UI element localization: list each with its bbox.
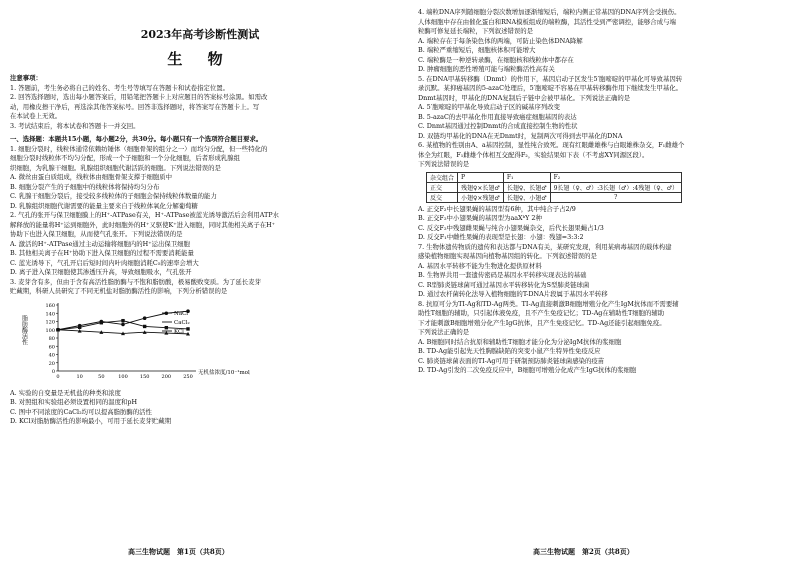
table-cell: ? <box>550 192 681 202</box>
question-line: D. TD-Ag引发的二次免疫反应中，B细胞可增殖分化成产生IgG抗体的浆细胞 <box>418 366 637 374</box>
question-line: 2. 气孔的张开与保卫细胞膜上的H⁺-ATPase有关，H⁺-ATPase被蓝光诱导激活后会利用ATP水 <box>10 211 279 219</box>
legend-label: CaCl₂ <box>174 319 190 326</box>
question-line: C. 反交F₂中残翅雌果蝇与纯合小翅果蝇杂交，后代长翅果蝇占1/3 <box>418 223 604 232</box>
x-tick-label: 0 <box>56 373 60 380</box>
legend-label: KCl <box>174 328 184 335</box>
x-tick-label: 150 <box>139 373 150 380</box>
table-cell: 长翅♀、小翅♂ <box>503 192 550 202</box>
question-line: C. Dnmt基因通过控制Dnmt的合成直接控制生物的性状 <box>418 122 578 130</box>
x-tick-label: 50 <box>98 373 105 380</box>
notice-heading: 注意事项： <box>10 74 42 82</box>
q3-chart <box>10 299 390 387</box>
data-point <box>186 327 189 330</box>
question-line: 织细胞，为乳腺干细胞。乳腺组织细胞代谢活跃的细胞。下列说法错误的是 <box>10 163 221 172</box>
table-cell: P <box>458 172 504 182</box>
y-tick-label: 160 <box>45 302 55 309</box>
question-line: 4. 端粒DNA序列随细胞分裂次数增加逐渐缩短后，端粒内侧正常基因的DNA序列会受损伤。 <box>418 8 681 16</box>
question-line: B. 5-azaC的去甲基化作用直接导致癌症细胞基因的表达 <box>418 112 577 121</box>
question-line: 协助下也进入保卫细胞，从而使气孔张开。下列说法错误的是 <box>10 230 183 238</box>
option-line: D. KCl对脂肪酶活性的影响最小，可用于延长麦芽贮藏期 <box>10 417 172 425</box>
left-column <box>10 8 390 427</box>
question-line: B. 端粒严重缩短后，细胞核体积可能增大 <box>418 46 536 54</box>
y-tick-label: 40 <box>48 352 55 358</box>
notice-line: 在本试卷上无效。 <box>10 112 62 120</box>
question-line: D. 乳腺组织细胞代谢需要的能量主要来自于线粒体氧化分解葡萄糖 <box>10 201 198 210</box>
y-tick-label: 60 <box>48 343 55 350</box>
data-point <box>121 318 124 321</box>
question-line: 细胞分裂时线粒体不均匀分配，形成一个子细胞和一个分化细胞，后者形成乳腺组 <box>10 154 241 162</box>
x-axis-label: 无机盐浓度/10⁻¹mol/L <box>198 369 250 376</box>
question-line: 体全为红眼，F₁雌雄个体相互交配得F₂，实验结果如下表（不考虑XY同源区段）。 <box>418 150 649 159</box>
table-row <box>427 192 682 202</box>
question-line: C. 乳腺干细胞分裂后，接受较多线粒体的子细胞会保持线粒体数量的能力 <box>10 192 217 200</box>
question-line: B. 其他相关离子在H⁺协助下进入保卫细胞的过程不需要消耗能量 <box>10 249 194 257</box>
question-line: 下才能刺激B细胞增殖分化产生IgG抗体，且产生免疫记忆。TD-Ag还能引起细胞免疫。 <box>418 318 666 327</box>
x-tick-label: 10 <box>76 373 83 380</box>
right-questions <box>418 8 786 170</box>
legend-label: NaCl <box>174 310 189 317</box>
q6-table <box>426 172 682 203</box>
x-tick-label: 250 <box>183 373 193 380</box>
question-line: A. 端粒存在于每条染色体的两端，可防止染色体DNA降解 <box>418 36 583 45</box>
y-tick-label: 120 <box>45 319 55 325</box>
subject-title: 生 物 <box>167 50 233 68</box>
question-line: C. 肺炎链球菌表面的TI-Ag可用于研制预防肺炎链球菌感染的疫苗 <box>418 356 605 365</box>
right-questions-cont <box>418 205 786 376</box>
table-row <box>427 182 682 192</box>
table-cell: 正交 <box>427 182 458 192</box>
q3-line-chart <box>10 299 250 387</box>
question-line: 解释放的能量将H⁺运到细胞外，此时细胞外的H⁺又驱使K⁺进入细胞，同时其他相关离子在H⁺ <box>10 220 276 229</box>
data-point <box>143 316 147 320</box>
question-line: 7. 生物体遗传物质的遗传和表达都与DNA有关，某研究发现，利用某病毒基因的载体构建 <box>418 242 672 251</box>
y-tick-label: 80 <box>48 335 55 342</box>
table-cell: 杂交组合 <box>427 172 458 182</box>
left-questions <box>10 145 390 297</box>
table-cell: F₂ <box>550 172 681 182</box>
notice-list <box>10 84 390 132</box>
x-tick-label: 100 <box>118 373 128 380</box>
question-line: Dnmt基因时，甲基化的DNA复制后子链中会被甲基化。下列说法正确的是 <box>418 93 631 102</box>
data-point <box>143 324 146 327</box>
table-cell: 反交 <box>427 192 458 202</box>
question-line: A. 微丝由蛋白质组成，线粒体由细胞骨架支撑于细胞质中 <box>10 173 173 181</box>
question-line: A. 正交F₂中长翅果蝇的基因型有6种，其中纯合子占2/9 <box>418 204 576 213</box>
table-cell: F₁ <box>503 172 550 182</box>
question-line: 助性T细胞的辅助，只引起体液免疫，且不产生免疫记忆；TD-Ag在辅助性T细胞的辅助 <box>418 309 665 317</box>
q3-options <box>10 389 390 427</box>
question-line: 3. 麦芽含有多，但由于含有高活性脂肪酶与不饱和脂肪酸，极易酸败变质。为了延长麦芽 <box>10 277 261 286</box>
notice-line: 3. 考试结束后，将本试卷和答题卡一并交回。 <box>10 121 140 130</box>
question-line: 贮藏期，科研人员研究了不同无机盐对脂肪酶活性的影响，下列分析错误的是 <box>10 287 228 295</box>
question-line: 8. 抗原可分为TI-Ag和TD-Ag两类。TI-Ag直接刺激B细胞增殖分化产生IgM抗体而不需要辅 <box>418 299 679 308</box>
data-point <box>165 325 168 328</box>
option-line: A. 实验的自变量是无机盐的种类和浓度 <box>10 388 121 397</box>
y-tick-label: 100 <box>45 327 55 334</box>
section-heading: 一、选择题：本题共15小题，每小题2分，共30分。每小题只有一个选项符合题目要求。 <box>10 135 263 143</box>
question-line: D. 双链均甲基化的DNA在无Dnmt时，复制两次可得到去甲基化的DNA <box>418 131 623 140</box>
question-line: A. 激活的H⁺-ATPase通过主动运输将细胞内的H⁺运出保卫细胞 <box>10 239 190 248</box>
y-tick-label: 0 <box>51 368 55 375</box>
question-line: 人体细胞中存在由催化蛋白和RNA模板组成的端粒酶，其活性受到严密调控，能够合成与端 <box>418 17 676 26</box>
table-cell: 长翅♀、长翅♂ <box>503 182 550 192</box>
question-line: 下列说法错误的是 <box>418 160 470 168</box>
y-tick-label: 140 <box>45 310 55 317</box>
y-tick-label: 20 <box>48 360 55 367</box>
question-line: 1. 细胞分裂时，线粒体通常依赖纺锤体（细胞骨架的组分之一）而均匀分配，但一些特化的 <box>10 144 268 153</box>
question-line: 5. 在DNA甲基转移酶（Dnmt）的作用下，基因启动子区发生5′胞嘧啶的甲基化可导致基因转 <box>418 74 683 83</box>
question-line: B. TD-Ag能引起先天性胸腺缺陷的突变小鼠产生特异性免疫反应 <box>418 347 601 355</box>
footer-right: 高三生物试题 第2页（共8页） <box>533 547 634 556</box>
question-line: A. 5′胞嘧啶的甲基化导致启动子区的碱基序列改变 <box>418 103 561 111</box>
option-line: B. 对照组和实验组必须设置相同的温度和pH <box>10 398 138 406</box>
table-cell: 9长翅（♀、♂）:3长翅（♂）:4残翅（♀、♂） <box>550 182 681 192</box>
question-line: B. 正交F₂中小翅果蝇的基因型为aaXᵇY 2种 <box>418 214 542 222</box>
data-point <box>100 321 103 324</box>
question-line: D. 通过农杆菌转化法导入植物细胞的T-DNA片段属于基因水平转移 <box>418 290 608 298</box>
question-line: D. 肿瘤细胞的恶性增殖可能与端粒酶活性高有关 <box>418 65 555 73</box>
exam-title: 2023年高考诊断性测试 <box>140 28 260 41</box>
question-line: C. 端粒酶是一种逆转录酶，在细胞核和线粒体中都存在 <box>418 55 574 64</box>
question-line: C. 蓝光诱导下，气孔开启后短时间内叶肉细胞消耗C₅的速率会增大 <box>10 258 199 267</box>
right-column <box>418 8 786 376</box>
notice-line: 1. 答题前，考生务必将自己的姓名、考生号等填写在答题卡和试卷指定位置。 <box>10 83 230 92</box>
question-line: D. 反交F₁中雌性果蝇的表现型是长翅：小翅：残翅=3:3:2 <box>418 233 584 241</box>
question-line: C. R型肺炎链球菌可通过基因水平转移转化为S型肺炎链球菌 <box>418 280 590 289</box>
table-header-row <box>427 172 682 182</box>
question-line: A. B细胞同时结合抗原和辅助性T细胞才能分化为分泌IgM抗体的浆细胞 <box>418 337 622 346</box>
question-line: A. 基因水平转移不能为生物进化提供原材料 <box>418 261 542 270</box>
table-cell: 残翅♀×长翅♂ <box>458 182 504 192</box>
notice-line: 2. 回答选择题时，选出每小题答案后，用铅笔把答题卡上对应题目的答案标号涂黑。如需改 <box>10 93 268 101</box>
question-line: D. 离子进入保卫细胞使其渗透压升高，导致细胞吸水，气孔张开 <box>10 268 192 276</box>
data-point <box>121 322 125 326</box>
question-line: B. 细胞分裂产生的子细胞中的线粒体将保持均匀分布 <box>10 182 160 191</box>
question-line: 粒酶可修复延长端粒，下列叙述错误的是 <box>418 27 534 35</box>
data-point <box>78 325 81 328</box>
notice-line: 动，用橡皮擦干净后，再选涂其他答案标号。回答非选择题时，将答案写在答题卡上。写 <box>10 102 260 111</box>
option-line: C. 图中不同浓度的CaCl₂均可以提高脂肪酶的活性 <box>10 407 152 416</box>
question-line: 6. 某植物的性别由A、a基因控制，显性纯合致死。现有红眼雌雄株与白眼雄株杂交，F₁雌雄个 <box>418 141 685 149</box>
table-cell: 小翅♀×残翅♂ <box>458 192 504 202</box>
question-line: 下列说法正确的是 <box>418 328 470 336</box>
question-line: 录沉默。某抑癌基因的5-azaC处理后，5′胞嘧啶不容易在甲基转移酶作用下继续发生甲基化。 <box>418 84 683 92</box>
y-axis-label: 脂肪酶活性 <box>20 314 28 345</box>
footer-left: 高三生物试题 第1页（共8页） <box>128 547 229 556</box>
question-line: B. 生物界共用一套遗传密码是基因水平转移实现表达的基础 <box>418 271 587 279</box>
x-tick-label: 200 <box>161 373 172 380</box>
question-line: 感染植物细胞实现基因向植物基因组的转化。下列叙述错误的是 <box>418 252 597 260</box>
